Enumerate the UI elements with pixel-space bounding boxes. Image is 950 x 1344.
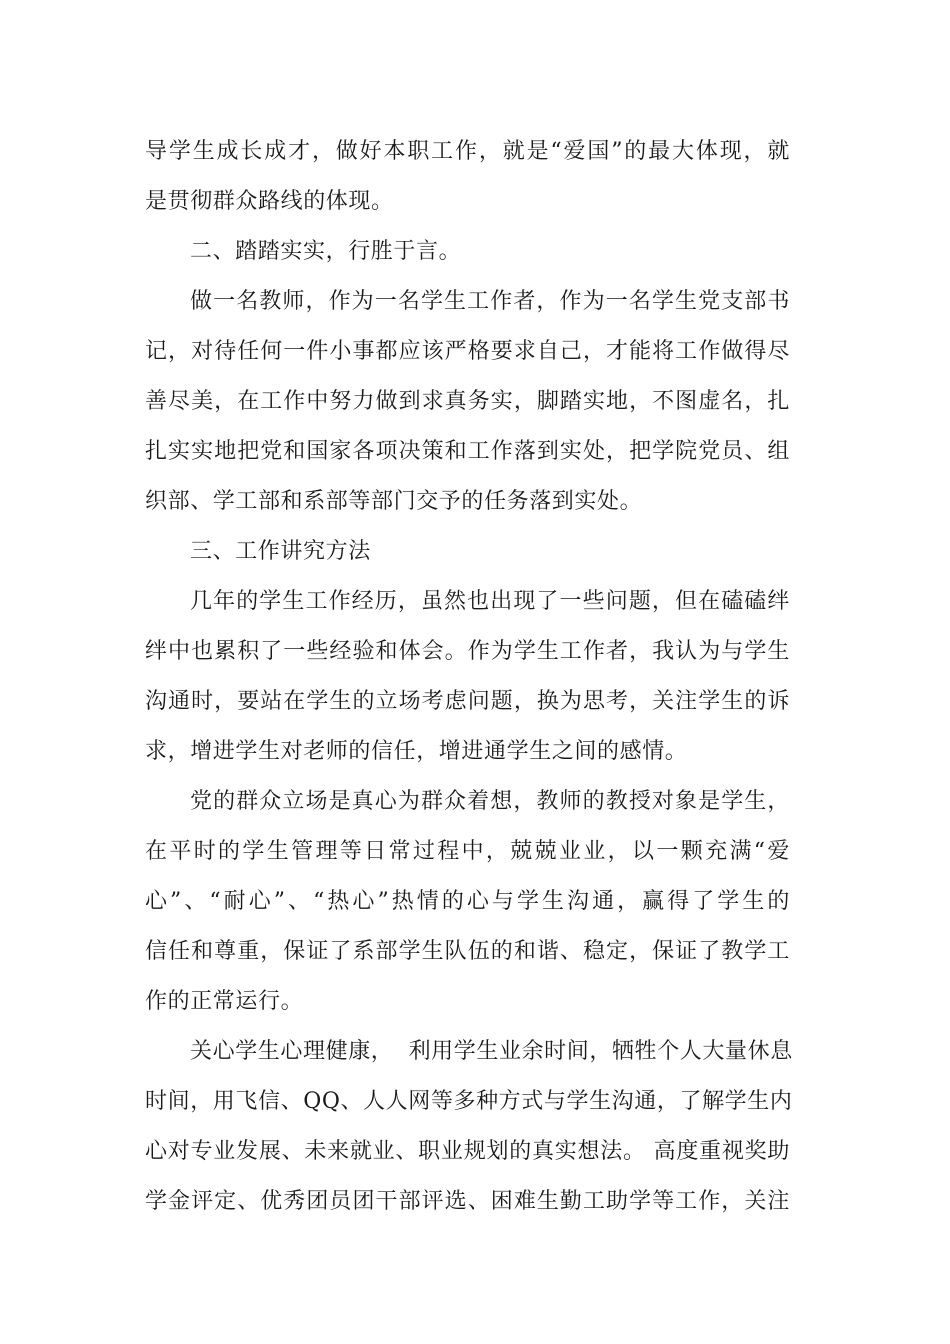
text-line-7: 扎实实地把党和国家各项决策和工作落到实处，把学院党员、组 [145,439,790,464]
text-line-20: 时间，用飞信、QQ、人人网等多种方式与学生沟通，了解学生内 [145,1089,793,1114]
text-line-6: 善尽美，在工作中努力做到求真务实，脚踏实地，不图虚名，扎 [145,389,790,414]
text-line-18: 作的正常运行。 [145,989,304,1014]
section-heading-2: 二、踏踏实实，行胜于言。 [190,239,462,264]
text-line-16: 心”、“耐心”、“热心”热情的心与学生沟通，赢得了学生的 [145,889,790,914]
section-heading-3: 三、工作讲究方法 [190,539,371,564]
text-line-15: 在平时的学生管理等日常过程中，兢兢业业，以一颗充满“爱 [145,839,790,864]
text-line-10: 几年的学生工作经历，虽然也出现了一些问题，但在磕磕绊 [190,589,790,614]
text-line-2: 是贯彻群众路线的体现。 [145,189,394,214]
text-line-4: 做一名教师，作为一名学生工作者，作为一名学生党支部书 [190,289,790,314]
text-line-8: 织部、学工部和系部等部门交予的任务落到实处。 [145,489,643,514]
text-line-13: 求，增进学生对老师的信任，增进通学生之间的感情。 [145,739,688,764]
document-body [145,127,793,1227]
text-line-22: 学金评定、优秀团员团干部评选、困难生勤工助学等工作，关注 [145,1189,790,1214]
text-line-1: 导学生成长成才，做好本职工作，就是“爱国”的最大体现，就 [145,139,790,164]
text-line-12: 沟通时，要站在学生的立场考虑问题，换为思考，关注学生的诉 [145,689,790,714]
text-line-11: 绊中也累积了一些经验和体会。作为学生工作者，我认为与学生 [145,639,790,664]
text-line-19: 关心学生心理健康， 利用学生业余时间，牺牲个人大量休息 [190,1039,793,1064]
text-line-5: 记，对待任何一件小事都应该严格要求自己，才能将工作做得尽 [145,339,790,364]
text-line-17: 信任和尊重，保证了系部学生队伍的和谐、稳定，保证了教学工 [145,939,790,964]
text-line-21: 心对专业发展、未来就业、职业规划的真实想法。 高度重视奖助 [145,1139,790,1164]
text-line-14: 党的群众立场是真心为群众着想，教师的教授对象是学生， [190,789,790,814]
